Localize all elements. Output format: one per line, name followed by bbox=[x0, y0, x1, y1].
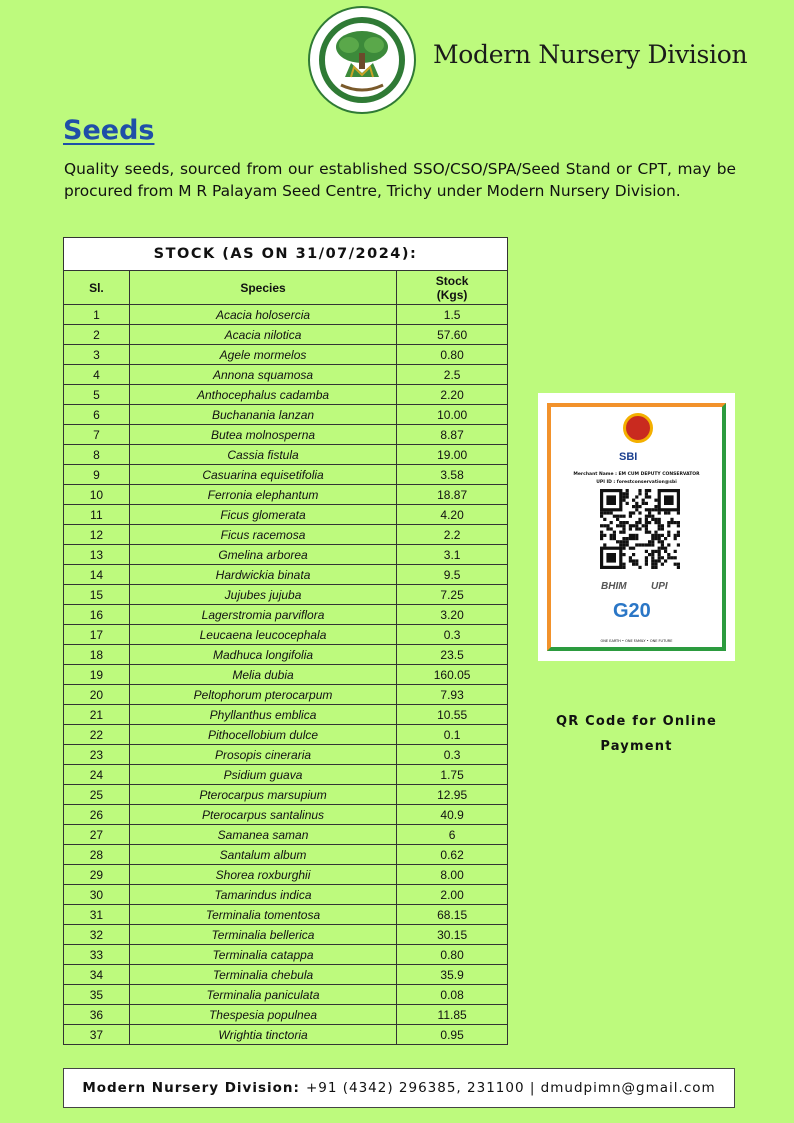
table-row bbox=[64, 925, 508, 945]
col-header-sl: Sl. bbox=[64, 271, 130, 305]
row-species: Annona squamosa bbox=[129, 365, 396, 385]
row-sl: 12 bbox=[64, 525, 130, 545]
table-row bbox=[64, 525, 508, 545]
row-species: Pterocarpus santalinus bbox=[129, 805, 396, 825]
row-sl: 29 bbox=[64, 865, 130, 885]
merchant-upi: UPI ID : forestconservation@sbi bbox=[596, 480, 677, 485]
row-species: Pterocarpus marsupium bbox=[129, 785, 396, 805]
row-stock: 7.25 bbox=[397, 585, 508, 605]
row-sl: 7 bbox=[64, 425, 130, 445]
table-row bbox=[64, 565, 508, 585]
row-species: Pithocellobium dulce bbox=[129, 725, 396, 745]
row-species: Samanea saman bbox=[129, 825, 396, 845]
table-row bbox=[64, 1005, 508, 1025]
row-stock: 2.2 bbox=[397, 525, 508, 545]
col-header-species: Species bbox=[129, 271, 396, 305]
row-sl: 27 bbox=[64, 825, 130, 845]
row-species: Prosopis cineraria bbox=[129, 745, 396, 765]
row-stock: 0.1 bbox=[397, 725, 508, 745]
table-row bbox=[64, 385, 508, 405]
row-species: Agele mormelos bbox=[129, 345, 396, 365]
row-sl: 4 bbox=[64, 365, 130, 385]
row-sl: 28 bbox=[64, 845, 130, 865]
row-sl: 26 bbox=[64, 805, 130, 825]
table-row bbox=[64, 665, 508, 685]
row-species: Anthocephalus cadamba bbox=[129, 385, 396, 405]
forest-emblem-icon bbox=[623, 413, 653, 443]
table-row bbox=[64, 985, 508, 1005]
table-row bbox=[64, 705, 508, 725]
row-sl: 2 bbox=[64, 325, 130, 345]
row-species: Madhuca longifolia bbox=[129, 645, 396, 665]
row-sl: 25 bbox=[64, 785, 130, 805]
row-stock: 57.60 bbox=[397, 325, 508, 345]
row-species: Phyllanthus emblica bbox=[129, 705, 396, 725]
table-row bbox=[64, 945, 508, 965]
row-species: Psidium guava bbox=[129, 765, 396, 785]
col-header-stock bbox=[397, 271, 508, 305]
row-stock: 1.75 bbox=[397, 765, 508, 785]
row-sl: 36 bbox=[64, 1005, 130, 1025]
row-sl: 23 bbox=[64, 745, 130, 765]
row-species: Casuarina equisetifolia bbox=[129, 465, 396, 485]
row-sl: 8 bbox=[64, 445, 130, 465]
g20-text: G20 bbox=[613, 600, 651, 622]
row-sl: 32 bbox=[64, 925, 130, 945]
table-row bbox=[64, 965, 508, 985]
row-sl: 20 bbox=[64, 685, 130, 705]
row-stock: 10.00 bbox=[397, 405, 508, 425]
row-sl: 34 bbox=[64, 965, 130, 985]
row-stock: 6 bbox=[397, 825, 508, 845]
intro-paragraph: Quality seeds, sourced from our established SSO/CSO/SPA/Seed Stand or CPT, may be procured from M R Palayam Seed Centre, Trichy under Modern Nursery Division. bbox=[64, 160, 736, 200]
row-stock: 8.00 bbox=[397, 865, 508, 885]
merchant-name: Merchant Name : EM CUM DEPUTY CONSERVATOR bbox=[573, 472, 700, 477]
row-species: Terminalia paniculata bbox=[129, 985, 396, 1005]
row-sl: 5 bbox=[64, 385, 130, 405]
row-stock: 3.1 bbox=[397, 545, 508, 565]
row-stock: 11.85 bbox=[397, 1005, 508, 1025]
row-stock: 0.3 bbox=[397, 625, 508, 645]
table-row bbox=[64, 325, 508, 345]
table-row bbox=[64, 1025, 508, 1045]
table-row bbox=[64, 545, 508, 565]
g20-tagline: ONE EARTH • ONE FAMILY • ONE FUTURE bbox=[600, 639, 673, 643]
row-sl: 35 bbox=[64, 985, 130, 1005]
row-sl: 24 bbox=[64, 765, 130, 785]
qr-frame bbox=[547, 403, 726, 651]
table-row bbox=[64, 885, 508, 905]
table-row bbox=[64, 825, 508, 845]
row-species: Ficus glomerata bbox=[129, 505, 396, 525]
table-row bbox=[64, 785, 508, 805]
row-stock: 40.9 bbox=[397, 805, 508, 825]
sbi-label bbox=[619, 451, 637, 463]
table-row bbox=[64, 505, 508, 525]
row-sl: 22 bbox=[64, 725, 130, 745]
table-row bbox=[64, 865, 508, 885]
row-sl: 19 bbox=[64, 665, 130, 685]
row-stock: 68.15 bbox=[397, 905, 508, 925]
table-row bbox=[64, 685, 508, 705]
row-stock: 1.5 bbox=[397, 305, 508, 325]
row-species: Peltophorum pterocarpum bbox=[129, 685, 396, 705]
row-sl: 11 bbox=[64, 505, 130, 525]
row-stock: 3.58 bbox=[397, 465, 508, 485]
row-sl: 9 bbox=[64, 465, 130, 485]
row-species: Terminalia catappa bbox=[129, 945, 396, 965]
stock-table bbox=[63, 237, 508, 1045]
row-sl: 3 bbox=[64, 345, 130, 365]
row-stock: 0.80 bbox=[397, 345, 508, 365]
table-row bbox=[64, 585, 508, 605]
row-species: Ficus racemosa bbox=[129, 525, 396, 545]
merchant-info bbox=[555, 471, 718, 487]
row-species: Ferronia elephantum bbox=[129, 485, 396, 505]
row-species: Terminalia tomentosa bbox=[129, 905, 396, 925]
row-stock: 12.95 bbox=[397, 785, 508, 805]
row-stock: 35.9 bbox=[397, 965, 508, 985]
qr-code-icon[interactable] bbox=[600, 489, 680, 569]
table-row bbox=[64, 805, 508, 825]
row-stock: 0.08 bbox=[397, 985, 508, 1005]
table-row bbox=[64, 645, 508, 665]
row-sl: 17 bbox=[64, 625, 130, 645]
row-sl: 10 bbox=[64, 485, 130, 505]
table-row bbox=[64, 405, 508, 425]
row-sl: 15 bbox=[64, 585, 130, 605]
footer-contact bbox=[63, 1068, 735, 1108]
qr-caption: QR Code for Online Payment bbox=[555, 714, 718, 754]
row-stock: 0.3 bbox=[397, 745, 508, 765]
col-header-stock-label: Stock (Kgs) bbox=[435, 273, 469, 302]
row-species: Terminalia chebula bbox=[129, 965, 396, 985]
row-stock: 9.5 bbox=[397, 565, 508, 585]
row-sl: 13 bbox=[64, 545, 130, 565]
row-species: Santalum album bbox=[129, 845, 396, 865]
row-sl: 31 bbox=[64, 905, 130, 925]
row-stock: 19.00 bbox=[397, 445, 508, 465]
row-sl: 30 bbox=[64, 885, 130, 905]
table-row bbox=[64, 905, 508, 925]
bhim-logo: BHIM bbox=[601, 581, 627, 592]
row-sl: 37 bbox=[64, 1025, 130, 1045]
g20-logo-icon bbox=[613, 600, 651, 623]
qr-payment-card bbox=[538, 393, 735, 661]
row-species: Leucaena leucocephala bbox=[129, 625, 396, 645]
row-species: Acacia nilotica bbox=[129, 325, 396, 345]
row-species: Hardwickia binata bbox=[129, 565, 396, 585]
table-row bbox=[64, 725, 508, 745]
row-sl: 1 bbox=[64, 305, 130, 325]
row-sl: 6 bbox=[64, 405, 130, 425]
table-row bbox=[64, 345, 508, 365]
row-species: Shorea roxburghii bbox=[129, 865, 396, 885]
row-stock: 8.87 bbox=[397, 425, 508, 445]
row-stock: 0.95 bbox=[397, 1025, 508, 1045]
row-species: Butea molnosperna bbox=[129, 425, 396, 445]
row-stock: 10.55 bbox=[397, 705, 508, 725]
stock-caption: STOCK (AS ON 31/07/2024): bbox=[64, 238, 508, 271]
sbi-text: SBI bbox=[619, 451, 638, 463]
table-row bbox=[64, 845, 508, 865]
footer-contact-text: +91 (4342) 296385, 231100 | dmudpimn@gmail.com bbox=[305, 1080, 716, 1096]
row-stock: 7.93 bbox=[397, 685, 508, 705]
row-species: Cassia fistula bbox=[129, 445, 396, 465]
row-sl: 16 bbox=[64, 605, 130, 625]
row-species: Jujubes jujuba bbox=[129, 585, 396, 605]
table-row bbox=[64, 445, 508, 465]
section-heading: Seeds bbox=[63, 115, 155, 146]
nursery-logo-icon bbox=[307, 5, 417, 115]
table-row bbox=[64, 425, 508, 445]
row-stock: 4.20 bbox=[397, 505, 508, 525]
row-species: Buchanania lanzan bbox=[129, 405, 396, 425]
row-species: Thespesia populnea bbox=[129, 1005, 396, 1025]
upi-logo: UPI bbox=[651, 581, 668, 592]
row-sl: 14 bbox=[64, 565, 130, 585]
row-species: Acacia holosercia bbox=[129, 305, 396, 325]
row-stock: 18.87 bbox=[397, 485, 508, 505]
row-stock: 2.00 bbox=[397, 885, 508, 905]
table-row bbox=[64, 625, 508, 645]
row-stock: 160.05 bbox=[397, 665, 508, 685]
row-species: Melia dubia bbox=[129, 665, 396, 685]
row-sl: 21 bbox=[64, 705, 130, 725]
row-stock: 2.5 bbox=[397, 365, 508, 385]
row-stock: 3.20 bbox=[397, 605, 508, 625]
table-row bbox=[64, 605, 508, 625]
footer-label: Modern Nursery Division: bbox=[82, 1080, 300, 1096]
table-row bbox=[64, 745, 508, 765]
table-row bbox=[64, 765, 508, 785]
row-stock: 0.62 bbox=[397, 845, 508, 865]
row-species: Wrightia tinctoria bbox=[129, 1025, 396, 1045]
row-species: Gmelina arborea bbox=[129, 545, 396, 565]
table-row bbox=[64, 485, 508, 505]
brand-title: Modern Nursery Division bbox=[433, 40, 748, 69]
row-stock: 2.20 bbox=[397, 385, 508, 405]
row-sl: 18 bbox=[64, 645, 130, 665]
row-species: Terminalia bellerica bbox=[129, 925, 396, 945]
row-species: Lagerstromia parviflora bbox=[129, 605, 396, 625]
row-stock: 23.5 bbox=[397, 645, 508, 665]
table-row bbox=[64, 465, 508, 485]
row-sl: 33 bbox=[64, 945, 130, 965]
table-row bbox=[64, 305, 508, 325]
table-row bbox=[64, 365, 508, 385]
row-species: Tamarindus indica bbox=[129, 885, 396, 905]
row-stock: 30.15 bbox=[397, 925, 508, 945]
row-stock: 0.80 bbox=[397, 945, 508, 965]
